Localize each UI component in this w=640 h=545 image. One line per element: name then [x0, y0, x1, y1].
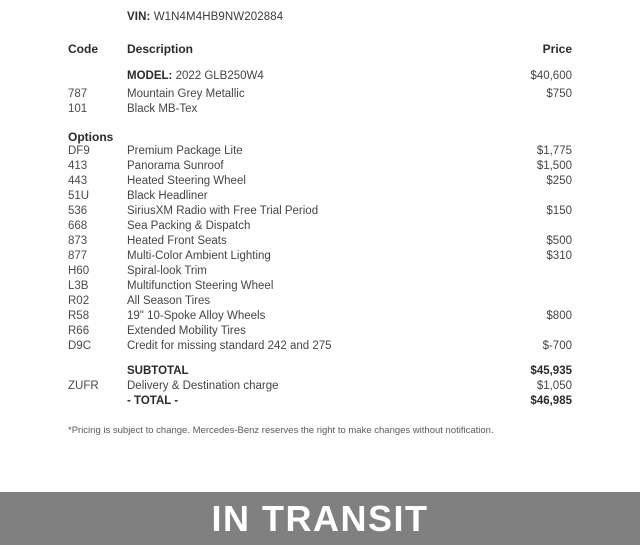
table-header-row [0, 42, 640, 57]
row-description: Heated Steering Wheel [127, 175, 246, 187]
row-code: 787 [68, 88, 88, 100]
table-row [0, 265, 640, 280]
table-row [0, 220, 640, 235]
table-row [0, 295, 640, 310]
table-row [0, 280, 640, 295]
row-code: 877 [68, 250, 88, 262]
model-price: $40,600 [530, 70, 572, 82]
row-description: Black MB-Tex [127, 103, 198, 115]
row-code: 668 [68, 220, 88, 232]
table-row [0, 145, 640, 160]
column-header-description: Description [127, 42, 194, 56]
subtotal-price: $45,935 [530, 365, 572, 377]
row-price: $1,775 [536, 145, 572, 157]
row-description: Premium Package Lite [127, 145, 243, 157]
table-row [0, 205, 640, 220]
vin-value: W1N4M4HB9NW202884 [153, 11, 284, 23]
table-row [0, 190, 640, 205]
row-description: Panorama Sunroof [127, 160, 224, 172]
table-row [0, 340, 640, 355]
row-code: 873 [68, 235, 88, 247]
row-description: Black Headliner [127, 190, 208, 202]
vin-label: VIN: [127, 11, 151, 23]
row-description: Multifunction Steering Wheel [127, 280, 274, 292]
row-description: Credit for missing standard 242 and 275 [127, 340, 332, 352]
row-description: SiriusXM Radio with Free Trial Period [127, 205, 319, 217]
row-price: $1,500 [536, 160, 572, 172]
row-code: R66 [68, 325, 90, 337]
row-code: 443 [68, 175, 88, 187]
column-header-price: Price [542, 42, 572, 56]
table-row [0, 310, 640, 325]
row-price: $310 [546, 250, 572, 262]
total-label: - TOTAL - [127, 395, 179, 407]
options-heading: Options [68, 130, 114, 144]
row-description: Mountain Grey Metallic [127, 88, 245, 100]
row-code: 536 [68, 205, 88, 217]
pricing-disclaimer: *Pricing is subject to change. Mercedes-Benz reserves the right to make changes without notification. [68, 425, 494, 436]
table-row [0, 175, 640, 190]
table-row [0, 88, 640, 103]
row-price: $250 [546, 175, 572, 187]
row-code: R02 [68, 295, 90, 307]
row-code: ZUFR [68, 380, 99, 392]
table-row [0, 250, 640, 265]
model-label: MODEL: [127, 70, 173, 82]
row-price: $1,050 [536, 380, 572, 392]
row-code: H60 [68, 265, 90, 277]
row-price: $500 [546, 235, 572, 247]
table-row [0, 160, 640, 175]
row-description: All Season Tires [127, 295, 211, 307]
row-code: L3B [68, 280, 89, 292]
total-price: $46,985 [530, 395, 572, 407]
row-code: 51U [68, 190, 90, 202]
subtotal-row [0, 365, 640, 380]
row-code: 101 [68, 103, 88, 115]
column-header-code: Code [68, 42, 98, 56]
row-description: Extended Mobility Tires [127, 325, 246, 337]
row-price: $-700 [542, 340, 572, 352]
table-row [0, 103, 640, 118]
model-value: 2022 GLB250W4 [175, 70, 264, 82]
row-description: Sea Packing & Dispatch [127, 220, 251, 232]
subtotal-label: SUBTOTAL [127, 365, 189, 377]
table-row [0, 325, 640, 340]
total-row [0, 395, 640, 410]
delivery-charge-row [0, 380, 640, 395]
row-description: Delivery & Destination charge [127, 380, 279, 392]
model-row [0, 70, 640, 85]
row-code: R58 [68, 310, 90, 322]
row-description: 19" 10-Spoke Alloy Wheels [127, 310, 266, 322]
status-banner-text: IN TRANSIT [211, 497, 429, 539]
row-code: 413 [68, 160, 88, 172]
row-description: Heated Front Seats [127, 235, 227, 247]
row-code: DF9 [68, 145, 90, 157]
vin-row [127, 11, 283, 23]
row-description: Multi-Color Ambient Lighting [127, 250, 271, 262]
row-description: Spiral-look Trim [127, 265, 207, 277]
table-row [0, 235, 640, 250]
row-price: $150 [546, 205, 572, 217]
row-code: D9C [68, 340, 92, 352]
row-price: $750 [546, 88, 572, 100]
row-price: $800 [546, 310, 572, 322]
status-banner [0, 492, 640, 545]
